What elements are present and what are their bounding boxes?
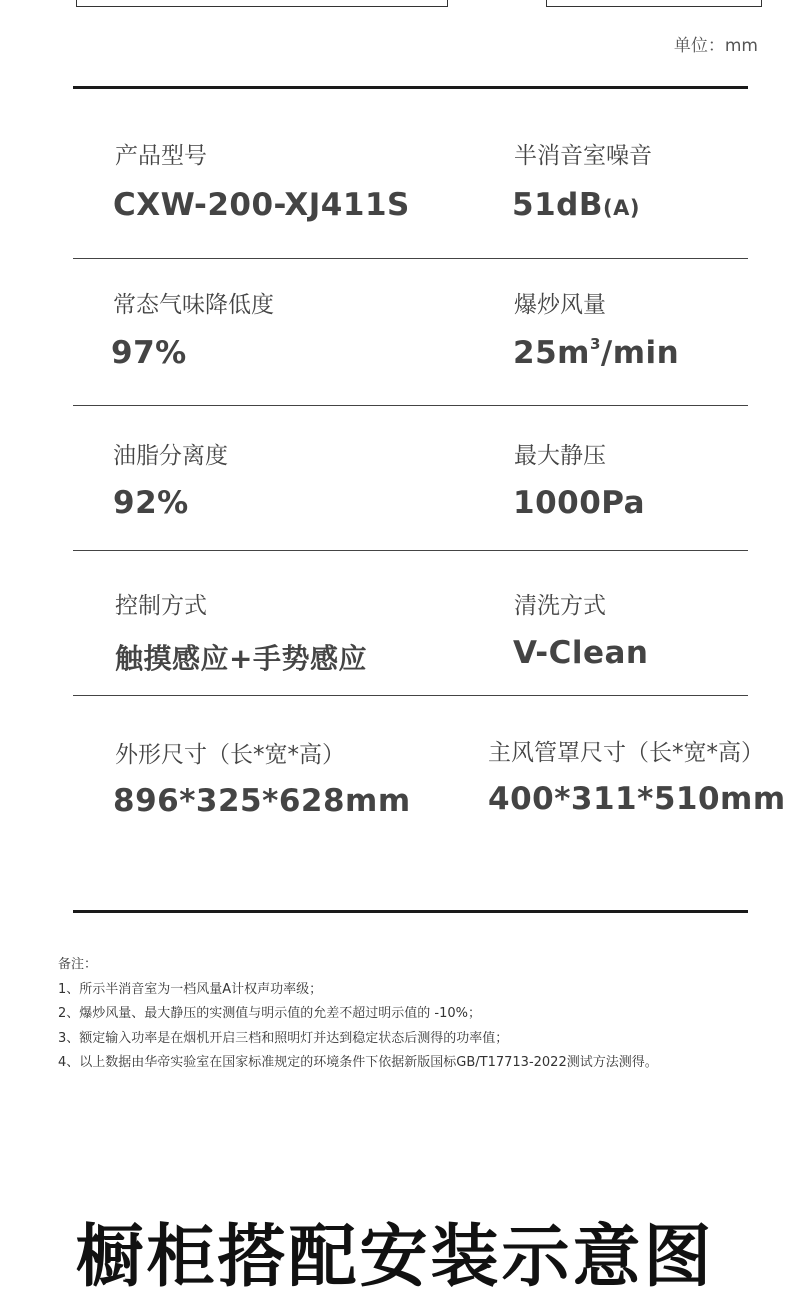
spec-value-control: 触摸感应+手势感应 bbox=[115, 642, 367, 675]
spec-value-duct-dimensions: 400*311*510mm bbox=[488, 781, 786, 817]
row-divider bbox=[73, 550, 748, 551]
table-bottom-rule bbox=[73, 910, 748, 913]
spec-value-grease-separation: 92% bbox=[113, 485, 189, 521]
spec-value-cleaning: V-Clean bbox=[513, 635, 649, 671]
unit-label: 单位：mm bbox=[673, 36, 758, 56]
row-divider bbox=[73, 695, 748, 696]
dimension-line-depth bbox=[546, 0, 762, 7]
spec-label-dimensions: 外形尺寸（长*宽*高） bbox=[115, 742, 345, 768]
spec-label-noise: 半消音室噪音 bbox=[514, 143, 652, 169]
notes-title: 备注： bbox=[58, 957, 98, 972]
spec-label-grease-separation: 油脂分离度 bbox=[113, 443, 228, 469]
spec-label-cleaning: 清洗方式 bbox=[514, 593, 606, 619]
spec-value-model: CXW-200-XJ411S bbox=[113, 187, 410, 223]
row-divider bbox=[73, 258, 748, 259]
spec-value-noise: 51dB(A) bbox=[512, 187, 640, 223]
section-title: 橱柜搭配安装示意图 bbox=[75, 1218, 715, 1297]
table-top-rule bbox=[73, 86, 748, 89]
spec-value-airflow: $25m^3/\min$ bbox=[513, 334, 680, 371]
note-item: 4、以上数据由华帝实验室在国家标准规定的环境条件下依据新版国标GB/T17713-2022测试方法测得。 bbox=[58, 1055, 658, 1070]
spec-label-airflow: 爆炒风量 bbox=[514, 292, 606, 318]
row-divider bbox=[73, 405, 748, 406]
notes-section bbox=[58, 953, 658, 1076]
note-item: 3、额定输入功率是在烟机开启三档和照明灯并达到稳定状态后测得的功率值； bbox=[58, 1030, 509, 1046]
spec-value-odor-reduction: 97% bbox=[111, 335, 187, 371]
dimension-line-width bbox=[76, 0, 448, 7]
spec-label-duct-dimensions: 主风管罩尺寸（长*宽*高） bbox=[488, 740, 764, 766]
spec-label-static-pressure: 最大静压 bbox=[514, 443, 606, 469]
spec-value-dimensions: 896*325*628mm bbox=[113, 783, 411, 819]
spec-label-model: 产品型号 bbox=[115, 143, 207, 169]
spec-value-static-pressure: 1000Pa bbox=[513, 485, 646, 521]
note-item: 2、爆炒风量、最大静压的实测值与明示值的允差不超过明示值的 -10%； bbox=[58, 1006, 481, 1021]
note-item: 1、所示半消音室为一档风量A计权声功率级； bbox=[58, 981, 323, 997]
spec-label-odor-reduction: 常态气味降低度 bbox=[113, 292, 274, 318]
spec-label-control: 控制方式 bbox=[115, 593, 207, 619]
